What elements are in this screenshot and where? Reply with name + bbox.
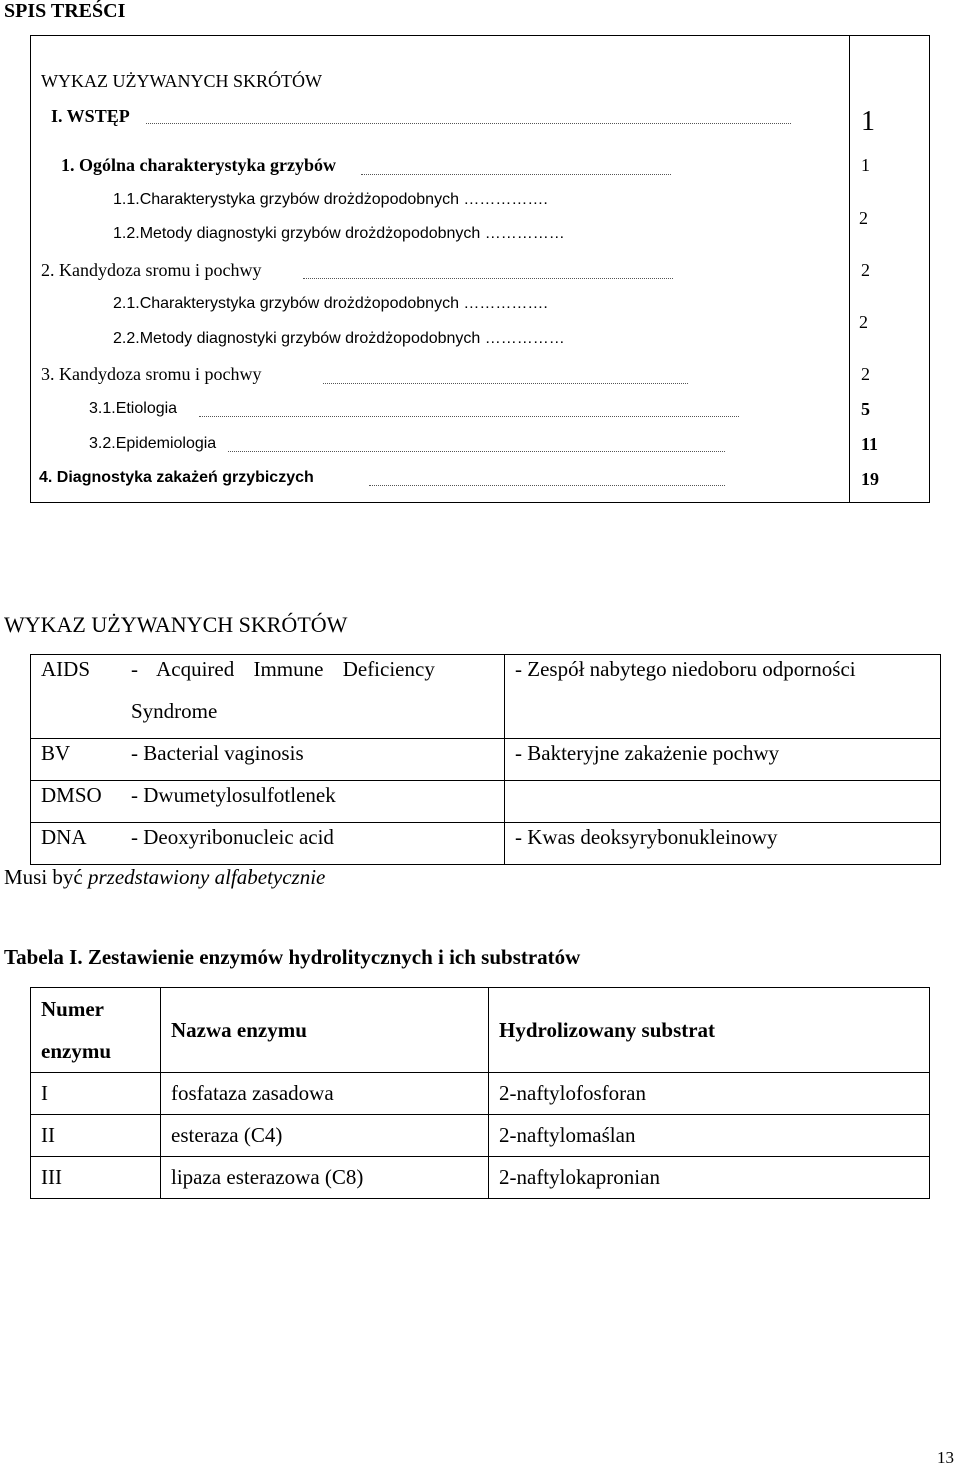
toc-entry-abbreviations[interactable]: WYKAZ UŻYWANYCH SKRÓTÓW <box>41 71 322 91</box>
toc-page-s3: 2 <box>861 364 870 384</box>
toc-page-s4: 19 <box>861 469 879 489</box>
toc-page-s1: 1 <box>861 155 870 175</box>
toc-entry-s3-2[interactable]: 3.2.Epidemiologia <box>89 435 217 452</box>
enzyme-substrate: 2-naftylofosforan <box>489 1073 930 1115</box>
table-row <box>31 823 941 865</box>
abbreviations-title: WYKAZ UŻYWANYCH SKRÓTÓW <box>4 612 348 637</box>
table-row <box>31 1157 930 1199</box>
toc-leader <box>199 415 739 417</box>
toc-entry-s4[interactable]: 4. Diagnostyka zakażeń grzybiczych <box>39 469 314 486</box>
toc-leader <box>303 277 673 279</box>
header-substrate: Hydrolizowany substrat <box>489 988 930 1073</box>
header-name: Nazwa enzymu <box>161 988 489 1073</box>
abbr-description: - Deoxyribonucleic acid <box>131 825 334 849</box>
enzymes-table-title: Tabela I. Zestawienie enzymów hydrolitycznych i ich substratów <box>4 945 581 969</box>
toc-leader <box>369 484 725 486</box>
table-row <box>31 739 941 781</box>
toc-entry-s1-2[interactable]: 1.2.Metody diagnostyki grzybów drożdżopodobnych …………… <box>113 225 565 242</box>
toc-box <box>30 35 930 503</box>
enzyme-number: II <box>31 1115 161 1157</box>
enzyme-substrate: 2-naftylokapronian <box>489 1157 930 1199</box>
toc-divider <box>849 36 850 502</box>
enzyme-number: III <box>31 1157 161 1199</box>
toc-entry-s2-1[interactable]: 2.1.Charakterystyka grzybów drożdżopodobnych ……………. <box>113 295 548 312</box>
header-number: Numer enzymu <box>31 988 161 1073</box>
toc-title: SPIS TREŚCI <box>4 0 126 22</box>
table-row <box>31 655 941 739</box>
abbr-code: BV <box>41 741 71 765</box>
toc-entry-s1[interactable]: 1. Ogólna charakterystyka grzybów <box>61 155 336 175</box>
toc-entry-s3[interactable]: 3. Kandydoza sromu i pochwy <box>41 364 262 384</box>
enzyme-number: I <box>31 1073 161 1115</box>
toc-entry-s3-1[interactable]: 3.1.Etiologia <box>89 400 178 417</box>
abbr-translation: - Zespół nabytego niedoboru odporności <box>505 655 941 739</box>
abbr-translation: - Bakteryjne zakażenie pochwy <box>505 739 941 781</box>
table-row <box>31 1115 930 1157</box>
table-row <box>31 781 941 823</box>
toc-leader <box>228 450 725 452</box>
abbr-code: DNA <box>41 825 87 849</box>
abbr-translation: - Kwas deoksyrybonukleinowy <box>505 823 941 865</box>
toc-page-s3-2: 11 <box>861 434 879 454</box>
abbr-description: - Dwumetylosulfotlenek <box>131 783 336 807</box>
abbr-description: - Acquired Immune Deficiency <box>131 657 435 681</box>
page-number: 13 <box>937 1448 954 1467</box>
enzyme-name: esteraza (C4) <box>161 1115 489 1157</box>
toc-leader <box>361 173 671 175</box>
toc-page-s2: 2 <box>861 260 870 280</box>
abbr-description-line2: Syndrome <box>131 699 218 723</box>
abbr-translation <box>505 781 941 823</box>
abbreviations-note: Musi być przedstawiony alfabetycznie <box>4 865 326 889</box>
toc-entry-intro[interactable]: I. WSTĘP <box>51 106 130 126</box>
toc-leader <box>323 382 688 384</box>
toc-leader <box>146 122 791 124</box>
toc-page-intro: 1 <box>861 106 875 137</box>
abbr-code: AIDS <box>41 657 91 681</box>
toc-entry-s1-1[interactable]: 1.1.Charakterystyka grzybów drożdżopodobnych ……………. <box>113 191 548 208</box>
table-row <box>31 1073 930 1115</box>
abbr-description: - Bacterial vaginosis <box>131 741 304 765</box>
abbr-code: DMSO <box>41 783 102 807</box>
toc-entry-s2[interactable]: 2. Kandydoza sromu i pochwy <box>41 260 262 280</box>
toc-page-s2-2: 2 <box>859 312 868 332</box>
toc-page-s3-1: 5 <box>861 399 870 419</box>
toc-page-s1-2: 2 <box>859 208 868 228</box>
enzyme-substrate: 2-naftylomaślan <box>489 1115 930 1157</box>
toc-entry-s2-2[interactable]: 2.2.Metody diagnostyki grzybów drożdżopodobnych …………… <box>113 330 565 347</box>
abbreviations-table <box>30 654 941 865</box>
enzyme-name: lipaza esterazowa (C8) <box>161 1157 489 1199</box>
enzyme-name: fosfataza zasadowa <box>161 1073 489 1115</box>
table-header-row <box>31 988 930 1073</box>
enzymes-table <box>30 987 930 1199</box>
